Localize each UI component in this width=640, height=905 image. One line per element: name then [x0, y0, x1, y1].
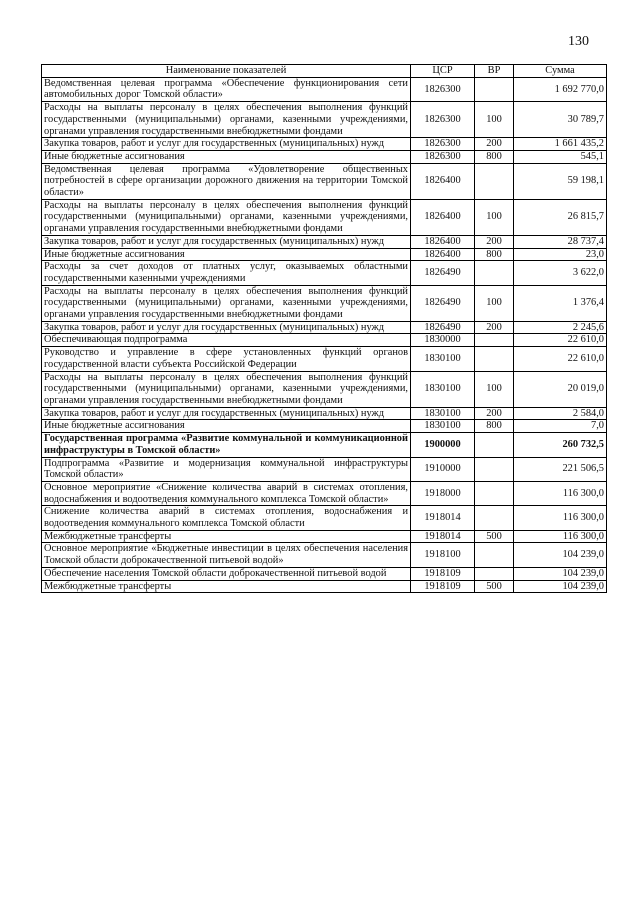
row-vr — [475, 163, 514, 199]
row-vr: 100 — [475, 371, 514, 407]
row-csr: 1826300 — [411, 102, 475, 138]
row-csr: 1918000 — [411, 481, 475, 505]
row-csr: 1826400 — [411, 199, 475, 235]
row-name: Расходы за счет доходов от платных услуг, оказываемых областными государственными казенными учреждениями — [42, 261, 411, 285]
header-name: Наименование показателей — [42, 65, 411, 78]
row-csr: 1830100 — [411, 420, 475, 433]
row-vr — [475, 543, 514, 567]
table-row — [42, 150, 607, 163]
row-vr — [475, 481, 514, 505]
row-csr: 1918109 — [411, 580, 475, 593]
row-vr: 500 — [475, 580, 514, 593]
row-name: Подпрограмма «Развитие и модернизация коммунальной инфраструктуры Томской области» — [42, 457, 411, 481]
row-sum: 22 610,0 — [514, 334, 607, 347]
row-name: Основное мероприятие «Бюджетные инвестиции в целях обеспечения населения Томской области доброкачественной питьевой водой» — [42, 543, 411, 567]
row-sum: 1 692 770,0 — [514, 77, 607, 101]
row-vr — [475, 261, 514, 285]
row-name: Ведомственная целевая программа «Удовлетворение общественных потребностей в сфере организации дорожного движения на территории Томской области» — [42, 163, 411, 199]
table-row — [42, 334, 607, 347]
row-name: Ведомственная целевая программа «Обеспечение функционирования сети автомобильных дорог Томской области» — [42, 77, 411, 101]
row-csr: 1826400 — [411, 248, 475, 261]
table-row — [42, 77, 607, 101]
row-sum: 104 239,0 — [514, 543, 607, 567]
row-csr: 1900000 — [411, 433, 475, 457]
row-csr: 1910000 — [411, 457, 475, 481]
table-row — [42, 407, 607, 420]
row-vr — [475, 457, 514, 481]
row-name: Обеспечение населения Томской области доброкачественной питьевой водой — [42, 567, 411, 580]
row-name: Расходы на выплаты персоналу в целях обеспечения выполнения функций государственными (муниципальными) органами, казенными учреждениями, органами управления государственными внебюджетными фондами — [42, 371, 411, 407]
row-name: Закупка товаров, работ и услуг для государственных (муниципальных) нужд — [42, 321, 411, 334]
row-csr: 1826490 — [411, 321, 475, 334]
row-csr: 1918014 — [411, 530, 475, 543]
table-row — [42, 543, 607, 567]
row-vr: 100 — [475, 102, 514, 138]
row-name: Межбюджетные трансферты — [42, 530, 411, 543]
row-csr: 1830100 — [411, 407, 475, 420]
table-row — [42, 261, 607, 285]
row-csr: 1826300 — [411, 138, 475, 151]
row-sum: 116 300,0 — [514, 530, 607, 543]
table-row — [42, 481, 607, 505]
row-sum: 59 198,1 — [514, 163, 607, 199]
table-row — [42, 321, 607, 334]
row-vr: 200 — [475, 138, 514, 151]
table-row — [42, 530, 607, 543]
row-name: Иные бюджетные ассигнования — [42, 420, 411, 433]
row-sum: 1 661 435,2 — [514, 138, 607, 151]
row-name: Закупка товаров, работ и услуг для государственных (муниципальных) нужд — [42, 138, 411, 151]
row-vr — [475, 567, 514, 580]
row-vr — [475, 506, 514, 530]
row-name: Расходы на выплаты персоналу в целях обеспечения выполнения функций государственными (муниципальными) органами, казенными учреждениями, органами управления государственными внебюджетными фондами — [42, 199, 411, 235]
table-row — [42, 163, 607, 199]
row-vr — [475, 334, 514, 347]
row-sum: 20 019,0 — [514, 371, 607, 407]
row-sum: 260 732,5 — [514, 433, 607, 457]
row-name: Межбюджетные трансферты — [42, 580, 411, 593]
row-sum: 1 376,4 — [514, 285, 607, 321]
row-csr: 1826300 — [411, 150, 475, 163]
row-csr: 1830000 — [411, 334, 475, 347]
row-sum: 26 815,7 — [514, 199, 607, 235]
row-sum: 28 737,4 — [514, 235, 607, 248]
row-sum: 116 300,0 — [514, 481, 607, 505]
row-sum: 7,0 — [514, 420, 607, 433]
row-sum: 23,0 — [514, 248, 607, 261]
table-row — [42, 567, 607, 580]
row-name: Обеспечивающая подпрограмма — [42, 334, 411, 347]
row-csr: 1918014 — [411, 506, 475, 530]
row-sum: 221 506,5 — [514, 457, 607, 481]
row-sum: 104 239,0 — [514, 567, 607, 580]
row-name: Расходы на выплаты персоналу в целях обеспечения выполнения функций государственными (муниципальными) органами, казенными учреждениями, органами управления государственными внебюджетными фондами — [42, 285, 411, 321]
table-row — [42, 235, 607, 248]
table-row — [42, 506, 607, 530]
header-csr: ЦСР — [411, 65, 475, 78]
row-name: Снижение количества аварий в системах отопления, водоснабжения и водоотведения коммунального комплекса Томской области — [42, 506, 411, 530]
page-number: 130 — [568, 34, 589, 49]
row-vr: 200 — [475, 407, 514, 420]
row-name: Иные бюджетные ассигнования — [42, 150, 411, 163]
row-name: Закупка товаров, работ и услуг для государственных (муниципальных) нужд — [42, 407, 411, 420]
row-csr: 1918109 — [411, 567, 475, 580]
row-vr: 100 — [475, 285, 514, 321]
table-row — [42, 420, 607, 433]
row-csr: 1826300 — [411, 77, 475, 101]
row-name: Основное мероприятие «Снижение количества аварий в системах отопления, водоснабжения и водоотведения коммунального комплекса Томской области» — [42, 481, 411, 505]
row-sum: 3 622,0 — [514, 261, 607, 285]
header-row — [42, 65, 607, 78]
table-row — [42, 433, 607, 457]
row-sum: 30 789,7 — [514, 102, 607, 138]
row-vr: 800 — [475, 420, 514, 433]
row-csr: 1826490 — [411, 285, 475, 321]
row-name: Руководство и управление в сфере установленных функций органов государственной власти субъекта Российской Федерации — [42, 347, 411, 371]
row-csr: 1918100 — [411, 543, 475, 567]
row-csr: 1830100 — [411, 347, 475, 371]
row-sum: 22 610,0 — [514, 347, 607, 371]
table-row — [42, 347, 607, 371]
row-sum: 116 300,0 — [514, 506, 607, 530]
row-csr: 1826490 — [411, 261, 475, 285]
row-name: Иные бюджетные ассигнования — [42, 248, 411, 261]
table-row — [42, 457, 607, 481]
table-row — [42, 285, 607, 321]
row-sum: 104 239,0 — [514, 580, 607, 593]
row-csr: 1826400 — [411, 163, 475, 199]
row-vr — [475, 433, 514, 457]
table-row — [42, 248, 607, 261]
header-sum: Сумма — [514, 65, 607, 78]
row-sum: 2 584,0 — [514, 407, 607, 420]
row-vr: 800 — [475, 248, 514, 261]
budget-table — [41, 64, 607, 593]
row-sum: 2 245,6 — [514, 321, 607, 334]
row-vr: 500 — [475, 530, 514, 543]
table-row — [42, 138, 607, 151]
table-body — [42, 77, 607, 593]
row-vr: 200 — [475, 321, 514, 334]
row-vr: 100 — [475, 199, 514, 235]
table-row — [42, 102, 607, 138]
row-vr — [475, 77, 514, 101]
row-csr: 1830100 — [411, 371, 475, 407]
row-name: Расходы на выплаты персоналу в целях обеспечения выполнения функций государственными (муниципальными) органами, казенными учреждениями, органами управления государственными внебюджетными фондами — [42, 102, 411, 138]
table-row — [42, 199, 607, 235]
row-vr: 800 — [475, 150, 514, 163]
row-name: Закупка товаров, работ и услуг для государственных (муниципальных) нужд — [42, 235, 411, 248]
row-name: Государственная программа «Развитие коммунальной и коммуникационной инфраструктуры в Томской области» — [42, 433, 411, 457]
row-vr — [475, 347, 514, 371]
row-csr: 1826400 — [411, 235, 475, 248]
table-row — [42, 580, 607, 593]
header-vr: ВР — [475, 65, 514, 78]
table-row — [42, 371, 607, 407]
table-header — [42, 65, 607, 78]
row-sum: 545,1 — [514, 150, 607, 163]
row-vr: 200 — [475, 235, 514, 248]
